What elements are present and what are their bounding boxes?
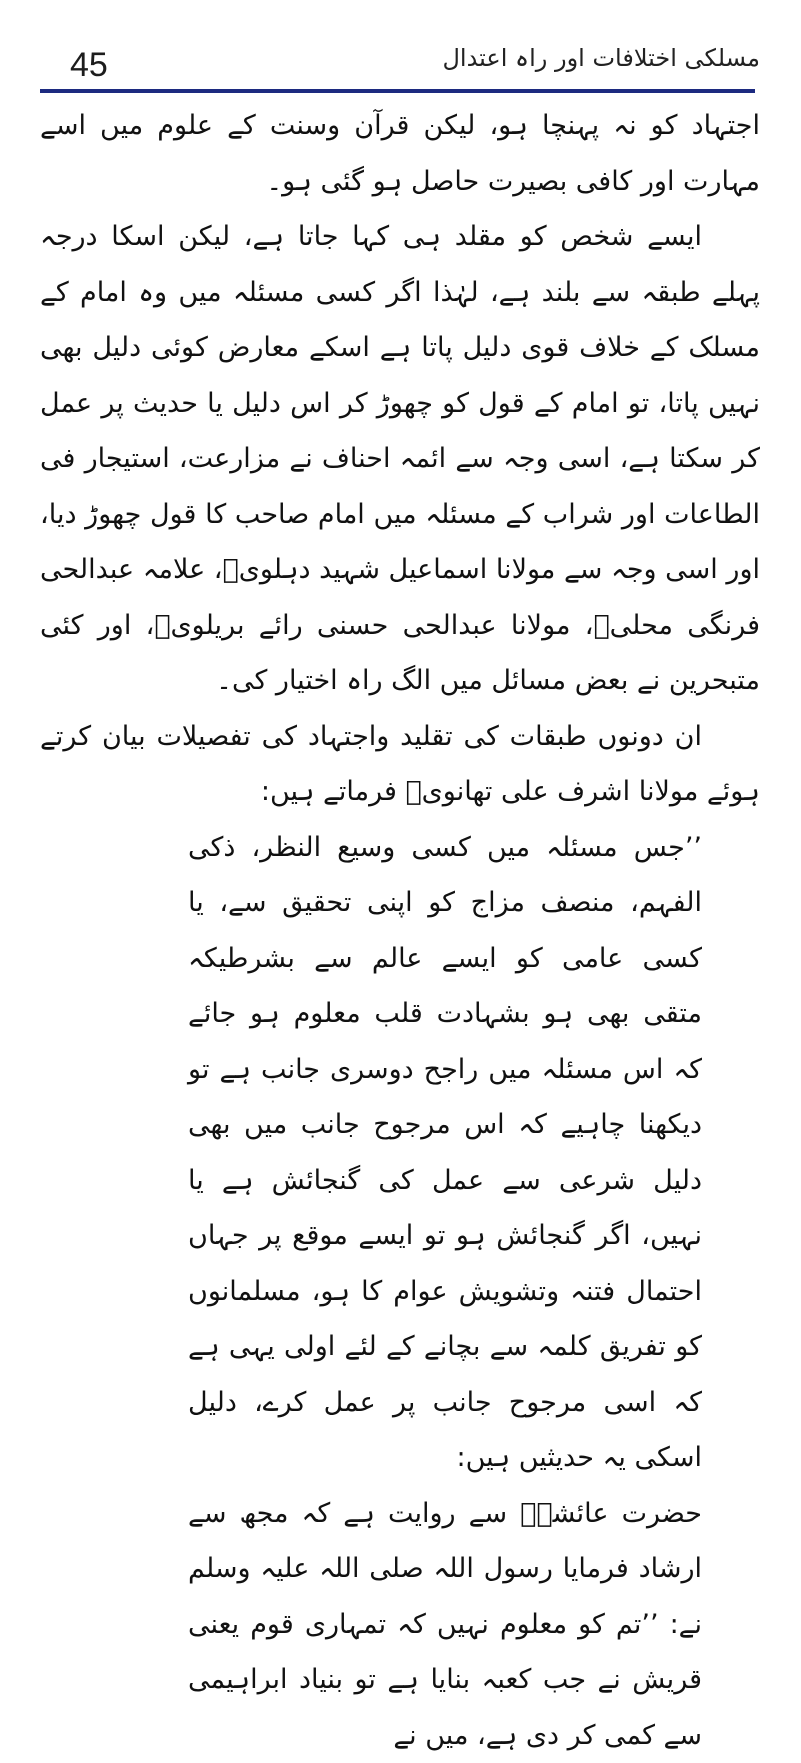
page-header: [40, 40, 760, 90]
paragraph-1: اجتہاد کو نہ پہنچا ہو، لیکن قرآن وسنت کے علوم میں اسے مہارت اور کافی بصیرت حاصل ہو گئی ہو۔: [40, 98, 760, 209]
header-rule: [40, 89, 755, 93]
running-title: مسلکی اختلافات اور راہ اعتدال: [442, 44, 760, 72]
paragraph-3: ان دونوں طبقات کی تقلید واجتہاد کی تفصیلات بیان کرتے ہوئے مولانا اشرف علی تھانویؒ فرماتے ہیں:: [40, 709, 760, 820]
page-body: [40, 98, 760, 1763]
paragraph-2: ایسے شخص کو مقلد ہی کہا جاتا ہے، لیکن اسکا درجہ پہلے طبقہ سے بلند ہے، لہٰذا اگر کسی مسئلہ میں وہ امام کے مسلک کے خلاف قوی دلیل پاتا ہے اسکے معارض کوئی دلیل بھی نہیں پاتا، تو امام کے قول کو چھوڑ کر اس دلیل یا حدیث پر عمل کر سکتا ہے، اسی وجہ سے ائمہ احناف نے مزارعت، استیجار فی الطاعات اور شراب کے مسئلہ میں امام صاحب کا قول چھوڑ دیا، اور اسی وجہ سے مولانا اسماعیل شہید دہلویؒ، علامہ عبدالحی فرنگی محلیؒ، مولانا عبدالحی حسنی رائے بریلویؒ، اور کئی متبحرین نے بعض مسائل میں الگ راہ اختیار کی۔: [40, 209, 760, 709]
block-quote-2: حضرت عائشہؓ سے روایت ہے کہ مجھ سے ارشاد فرمایا رسول اللہ صلی اللہ علیہ وسلم نے: ’’تم کو معلوم نہیں کہ تمہاری قوم یعنی قریش نے جب کعبہ بنایا ہے تو بنیاد ابراہیمی سے کمی کر دی ہے، میں نے: [188, 1486, 702, 1763]
page-number: 45: [70, 46, 108, 85]
block-quote-1: ’’جس مسئلہ میں کسی وسیع النظر، ذکی الفہم، منصف مزاج کو اپنی تحقیق سے، یا کسی عامی کو ایسے عالم سے بشرطیکہ متقی بھی ہو بشہادت قلب معلوم ہو جائے کہ اس مسئلہ میں راجح دوسری جانب ہے تو دیکھنا چاہیے کہ اس مرجوح جانب میں بھی دلیل شرعی سے عمل کی گنجائش ہے یا نہیں، اگر گنجائش ہو تو ایسے موقع پر جہاں احتمال فتنہ وتشویش عوام کا ہو، مسلمانوں کو تفریق کلمہ سے بچانے کے لئے اولی یہی ہے کہ اسی مرجوح جانب پر عمل کرے، دلیل اسکی یہ حدیثیں ہیں:: [188, 820, 702, 1486]
